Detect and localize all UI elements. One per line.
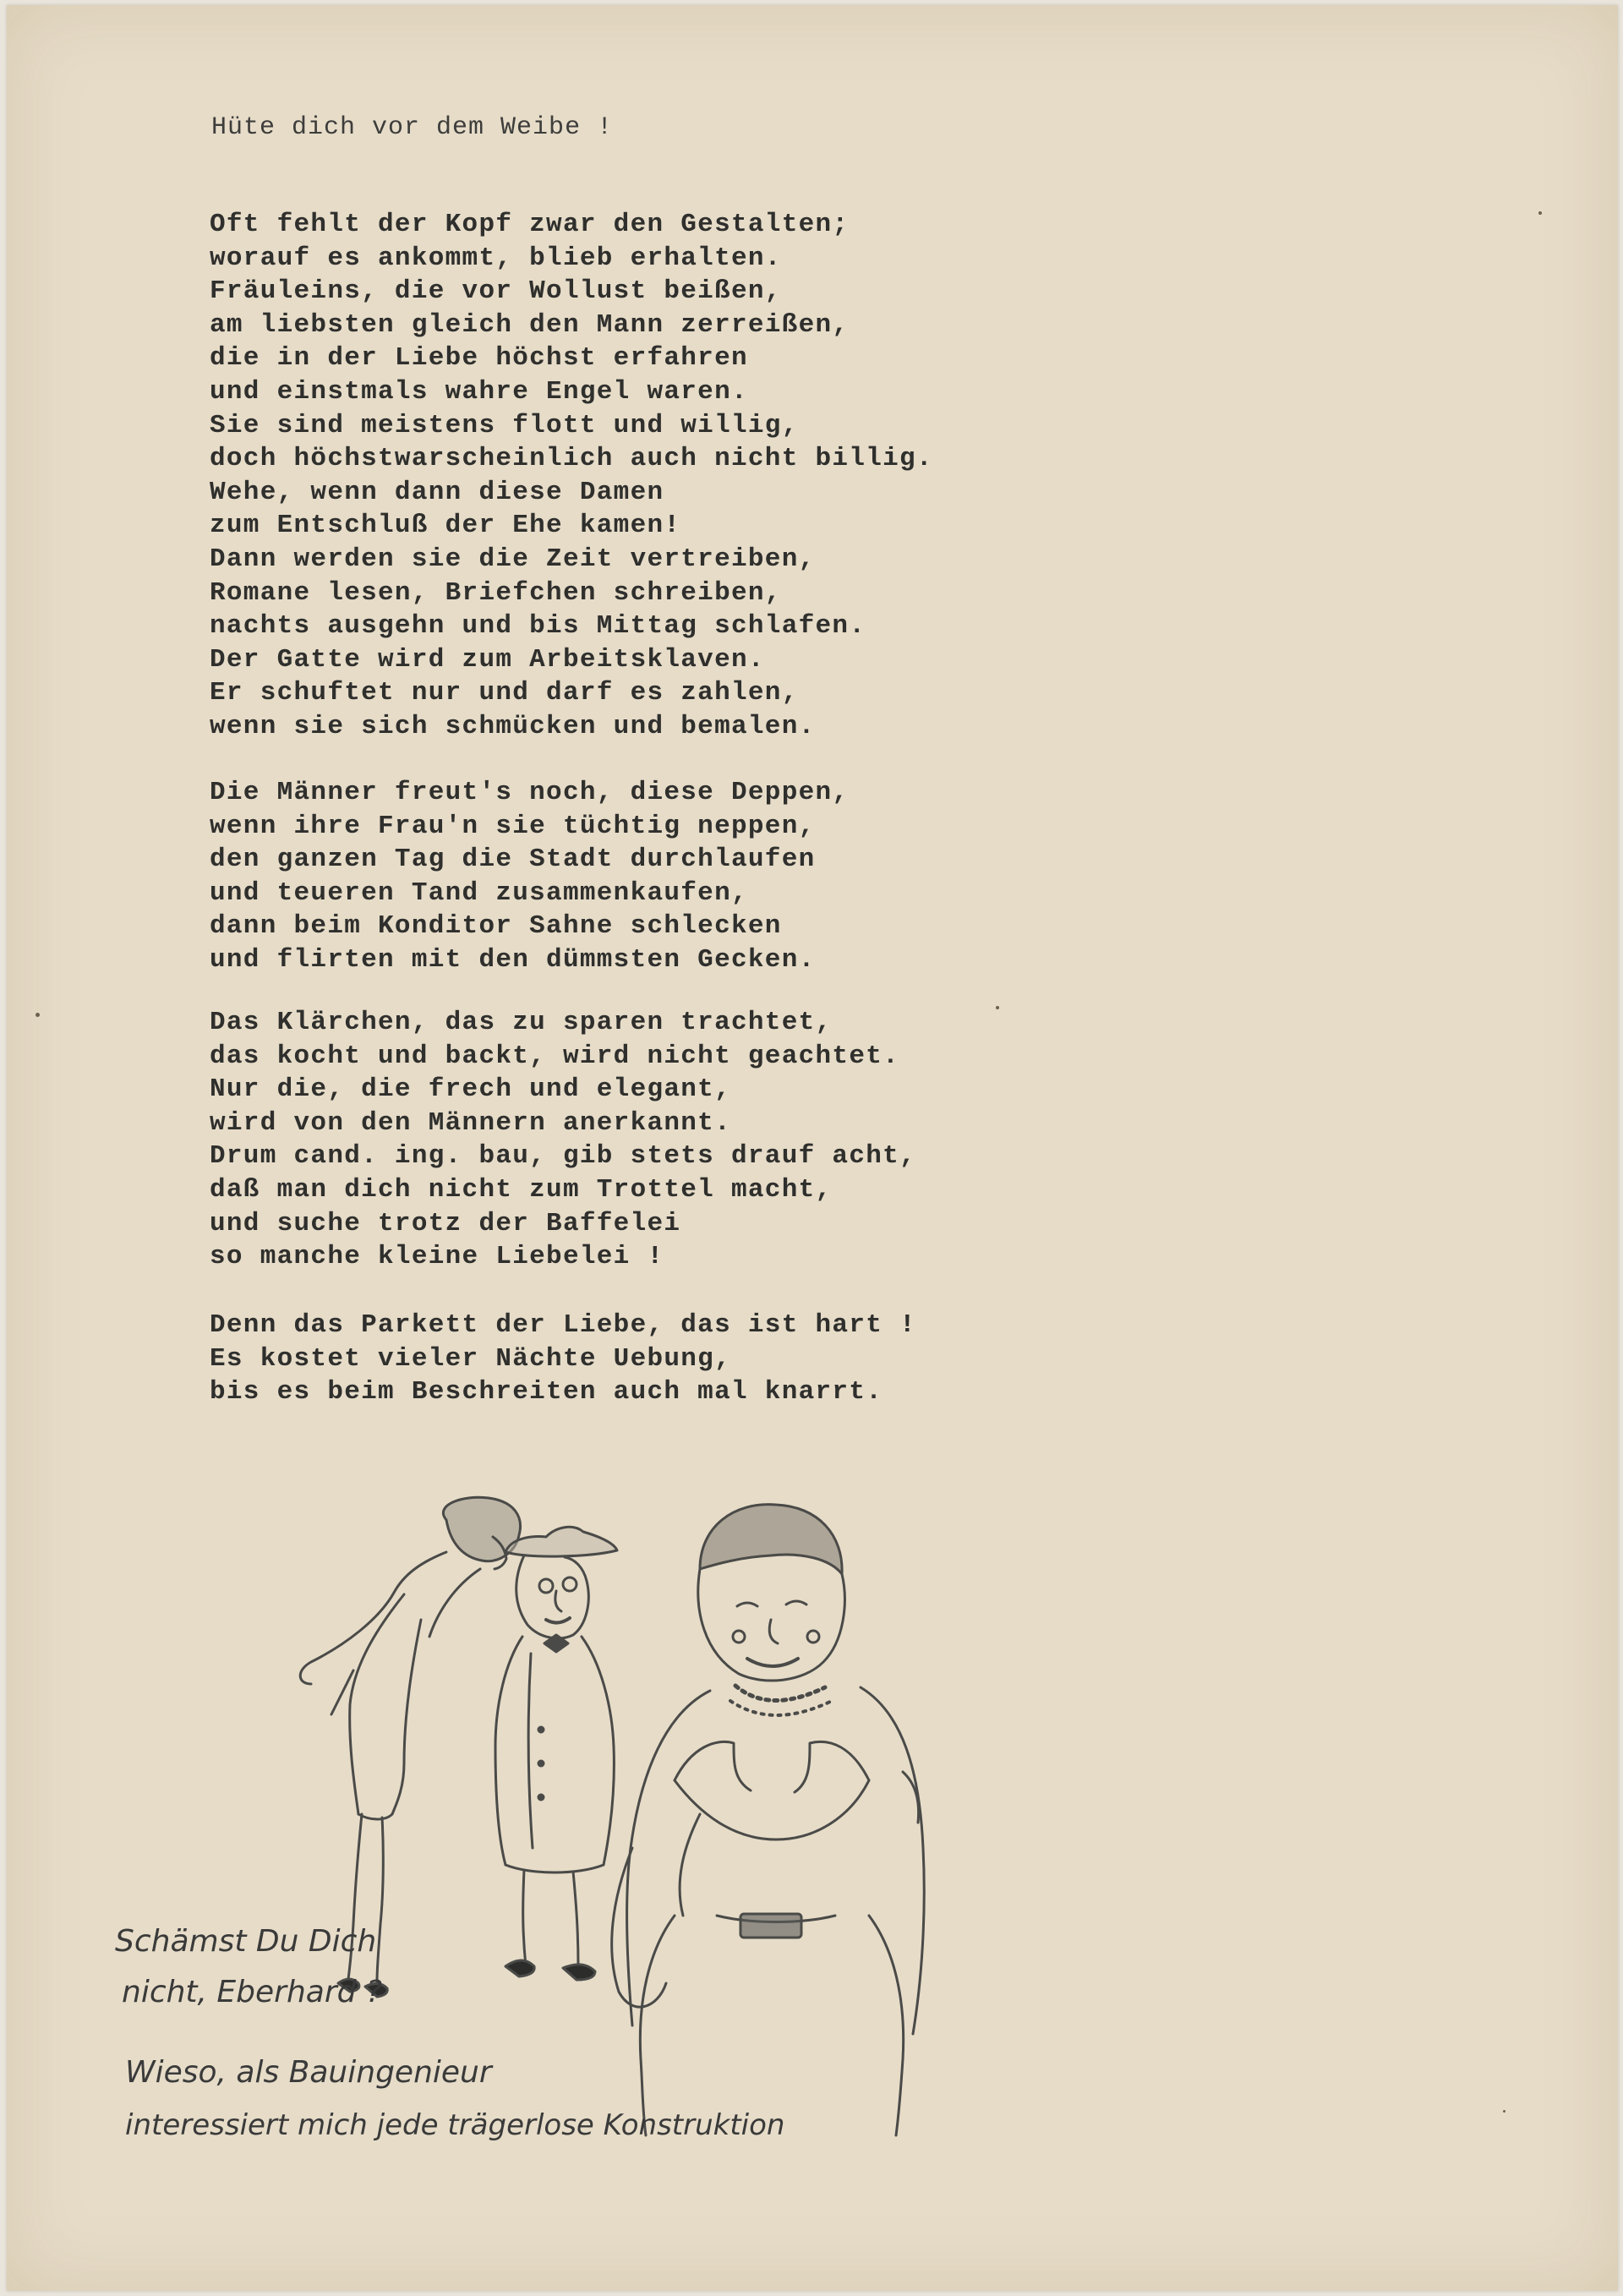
poem-line: und suche trotz der Baffelei xyxy=(210,1208,681,1238)
cartoon-illustration xyxy=(277,1493,1021,2144)
stanza-2 xyxy=(210,776,849,977)
poem-title: Hüte dich vor dem Weibe ! xyxy=(211,113,614,142)
stanza-3 xyxy=(210,1006,916,1274)
paper-speck xyxy=(996,1006,999,1009)
poem-line: das kocht und backt, wird nicht geachtet. xyxy=(210,1041,900,1071)
stanza-1 xyxy=(210,208,933,744)
paper-speck xyxy=(1538,211,1542,215)
poem-line: doch höchstwarscheinlich auch nicht billig. xyxy=(210,444,933,474)
poem-line: Fräuleins, die vor Wollust beißen, xyxy=(210,276,782,307)
paper-speck xyxy=(1503,2110,1506,2113)
poem-line: Es kostet vieler Nächte Uebung, xyxy=(210,1343,731,1374)
poem-line: zum Entschluß der Ehe kamen! xyxy=(210,511,681,541)
leaning-woman-figure xyxy=(300,1497,520,1997)
large-woman-figure xyxy=(612,1505,925,2135)
poem-line: Drum cand. ing. bau, gib stets drauf acht, xyxy=(210,1141,916,1172)
poem-line: am liebsten gleich den Mann zerreißen, xyxy=(210,309,850,340)
poem-line: daß man dich nicht zum Trottel macht, xyxy=(210,1174,833,1205)
poem-line: Dann werden sie die Zeit vertreiben, xyxy=(210,544,816,574)
stanza-4 xyxy=(210,1309,916,1409)
poem-line: Nur die, die frech und elegant, xyxy=(210,1074,731,1105)
poem-line: Romane lesen, Briefchen schreiben, xyxy=(210,577,782,608)
poem-line: so manche kleine Liebelei ! xyxy=(210,1242,664,1272)
poem-line: Er schuftet nur und darf es zahlen, xyxy=(210,678,799,708)
poem-line: wird von den Männern anerkannt. xyxy=(210,1107,731,1138)
poem-line: Der Gatte wird zum Arbeitsklaven. xyxy=(210,644,765,675)
poem-line: wenn ihre Frau'n sie tüchtig neppen, xyxy=(210,811,816,841)
man-with-hat-figure xyxy=(495,1527,617,1980)
poem-line: und einstmals wahre Engel waren. xyxy=(210,376,748,407)
poem-line: Das Klärchen, das zu sparen trachtet, xyxy=(210,1008,833,1037)
poem-line: den ganzen Tag die Stadt durchlaufen xyxy=(210,845,816,875)
paper-speck xyxy=(36,1013,40,1017)
poem-line: und teueren Tand zusammenkaufen, xyxy=(210,877,748,908)
poem-line: die in der Liebe höchst erfahren xyxy=(210,343,748,374)
poem-line: Oft fehlt der Kopf zwar den Gestalten; xyxy=(210,210,850,239)
poem-line: Die Männer freut's noch, diese Deppen, xyxy=(210,778,850,807)
handwritten-caption-line: nicht, Eberhard ? xyxy=(122,1975,383,2009)
poem-line: dann beim Konditor Sahne schlecken xyxy=(210,911,782,942)
poem-line: Denn das Parkett der Liebe, das ist hart ! xyxy=(210,1310,916,1340)
handwritten-caption-line: Wieso, als Bauingenieur xyxy=(125,2055,492,2090)
typewritten-page xyxy=(7,5,1618,2291)
poem-line: und flirten mit den dümmsten Gecken. xyxy=(210,944,816,975)
poem-line: Sie sind meistens flott und willig, xyxy=(210,410,799,440)
poem-line: Wehe, wenn dann diese Damen xyxy=(210,477,664,507)
poem-line: nachts ausgehn und bis Mittag schlafen. xyxy=(210,611,866,642)
poem-line: bis es beim Beschreiten auch mal knarrt. xyxy=(210,1377,883,1408)
poem-line: worauf es ankommt, blieb erhalten. xyxy=(210,243,782,273)
handwritten-caption-line: interessiert mich jede trägerlose Konstruktion xyxy=(125,2108,785,2142)
handwritten-caption-line: Schämst Du Dich xyxy=(115,1924,377,1959)
poem-line: wenn sie sich schmücken und bemalen. xyxy=(210,711,816,741)
